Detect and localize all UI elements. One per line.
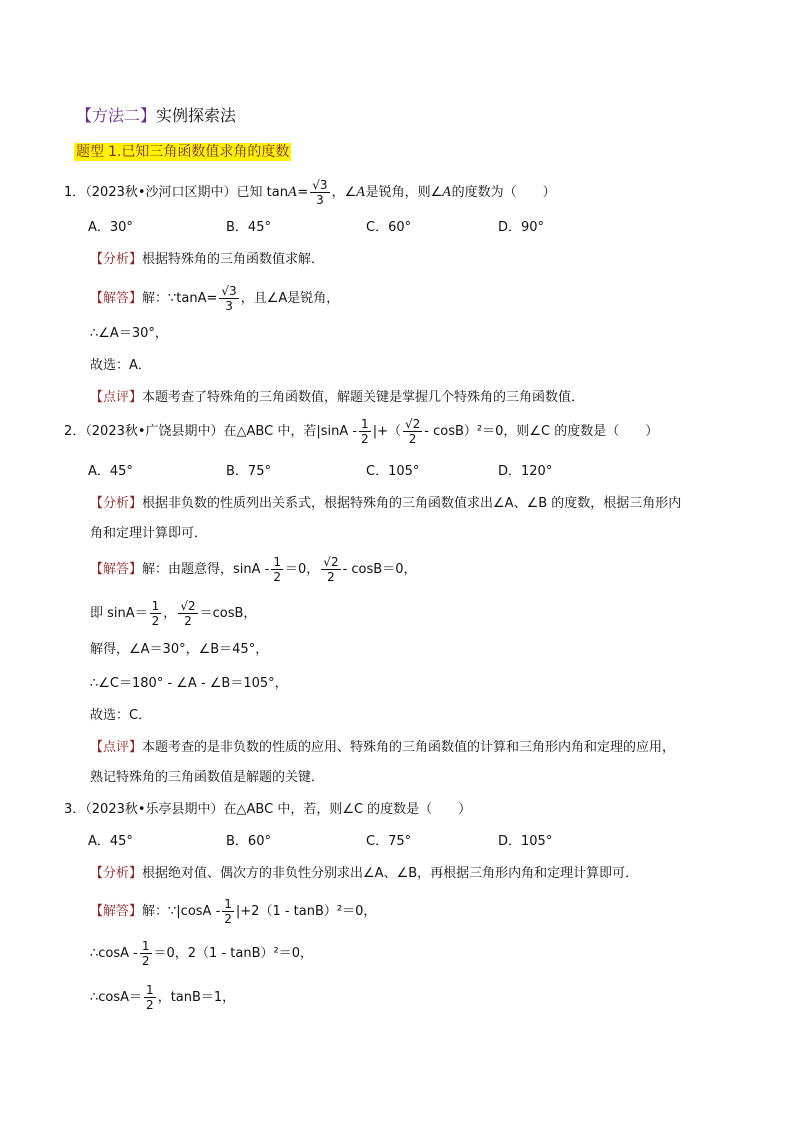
q2-sol-mid: ＝0， [285, 562, 320, 577]
q2-s1-den: 2 [273, 570, 281, 584]
q1-option-c: C．60° [366, 220, 412, 235]
q2-f2-num: 2 [412, 417, 421, 431]
q3-option-c: C．75° [366, 834, 412, 849]
q2-step1-frac2: $\frac{√2}{2}$ [180, 599, 196, 628]
q2-step1-frac1 [150, 599, 162, 628]
q2-option-a: A．45° [88, 464, 133, 479]
q3-sol-frac [222, 897, 234, 926]
q1-solution [90, 282, 339, 316]
q2-sol-prefix: 解：由题意得，sinA - [142, 562, 270, 577]
analysis-label: 【分析】 [90, 496, 143, 511]
q3-analysis-text: 根据绝对值、偶次方的非负性分别求出∠A、∠B，再根据三角形内角和定理计算即可． [142, 866, 639, 881]
q2-s2-num: 2 [330, 555, 339, 569]
q1-frac-den: 3 [316, 193, 324, 207]
q2-step1-tail: ＝cosB， [199, 606, 257, 621]
q3-option-a: A．45° [88, 834, 133, 849]
question-type-heading [74, 142, 291, 162]
q1-eq: = [297, 185, 309, 200]
q3-step2 [90, 980, 235, 1016]
method-title: 实例探索法 [156, 106, 237, 125]
q3-analysis [90, 864, 638, 884]
q1-prefix: 1．（2023秋•沙河口区期中）已知 tan [64, 185, 288, 200]
q3-step2-tail: ，tanB＝1， [157, 990, 236, 1005]
analysis-label: 【分析】 [90, 866, 143, 881]
q2-comment-line2: 熟记特殊角的三角函数值是解题的关键． [90, 770, 325, 785]
bracket-open: 【 [76, 106, 93, 125]
q3-st-den: 2 [141, 954, 150, 968]
q2-sol-frac1 [271, 555, 283, 584]
q2-analysis-line1 [90, 494, 681, 514]
q2-st-num: 1 [151, 599, 160, 613]
solution-label: 【解答】 [90, 562, 143, 577]
q2-option-c: C．105° [366, 464, 420, 479]
q3-option-d: D．105° [498, 834, 553, 849]
q2-comment-line1 [90, 738, 675, 758]
analysis-label: 【分析】 [90, 252, 143, 267]
q2-options [88, 462, 552, 482]
q2-mid: |+（ [372, 424, 401, 439]
q2-analysis-text1: 根据非负数的性质列出关系式，根据特殊角的三角函数值求出∠A、∠B 的度数，根据三角形内 [142, 496, 682, 511]
solution-label: 【解答】 [90, 904, 143, 919]
q2-sol-frac2: $\frac{√2}{2}$ [323, 555, 339, 584]
q1-option-b: B．45° [226, 220, 271, 235]
q2-frac1 [359, 417, 371, 446]
method-name: 方法二 [92, 106, 141, 125]
q2-option-b: B．75° [226, 464, 271, 479]
q1-sol-tail: ，且∠A是锐角， [240, 291, 340, 306]
q2-option-d: D．120° [498, 464, 553, 479]
q1-sol-den: 3 [225, 299, 233, 313]
q1-tail: 的度数为（ ） [451, 185, 556, 200]
q3-step1-frac [140, 939, 152, 968]
q2-f1-num: 1 [361, 417, 369, 431]
q2-comment-text1: 本题考查的是非负数的性质的应用、特殊角的三角函数值的计算和三角形内角和定理的应用， [142, 740, 676, 755]
q3-sol-prefix: 解：∵|cosA - [142, 904, 221, 919]
q2-step3: ∴∠C＝180° - ∠A - ∠B＝105°， [90, 676, 288, 691]
type-label: 题型 [76, 144, 104, 160]
q1-stem [64, 176, 556, 210]
q2-st2-num: 2 [187, 599, 196, 613]
q2-st2-den: 2 [184, 614, 192, 628]
type-title: 1.已知三角函数值求角的度数 [108, 144, 290, 160]
q3-s-den: 2 [224, 912, 232, 926]
q3-step2-frac [144, 983, 156, 1012]
q2-tail: - cosB）²＝0，则∠C 的度数是（ ） [424, 424, 659, 439]
q3-step1-tail: ＝0，2（1 - tanB）²＝0， [153, 946, 313, 961]
q2-s1-num: 1 [273, 555, 281, 569]
q3-step2-prefix: ∴cosA＝ [90, 990, 143, 1005]
q2-step2: 解得，∠A＝30°，∠B＝45°， [90, 642, 269, 657]
q3-s-num: 1 [224, 897, 232, 911]
q1-fraction: $\frac{√3}{3}$ [312, 178, 328, 207]
q2-sol-tail: - cosB＝0， [342, 562, 417, 577]
q1-analysis-text: 根据特殊角的三角函数值求解． [142, 252, 325, 267]
q1-option-a: A．30° [88, 220, 133, 235]
q2-stem [64, 414, 658, 450]
q3-st2-num: 1 [146, 983, 154, 997]
q1-mid: ，∠ [331, 185, 357, 200]
q1-options [88, 218, 544, 238]
q3-options [88, 832, 552, 852]
q1-sol-fraction: $\frac{√3}{3}$ [221, 284, 237, 313]
q2-analysis-line2: 角和定理计算即可． [90, 526, 208, 541]
q1-option-d: D．90° [498, 220, 545, 235]
q1-comment-text: 本题考查了特殊角的三角函数值，解题关键是掌握几个特殊角的三角函数值． [142, 390, 585, 405]
q3-stem: 3．（2023秋•乐亭县期中）在△ABC 中，若，则∠C 的度数是（ ） [64, 802, 472, 817]
q1-var-a: A [287, 185, 298, 200]
q2-frac2: $\frac{√2}{2}$ [404, 417, 421, 446]
q2-step1-prefix: 即 sinA＝ [90, 606, 148, 621]
q1-sol-num: 3 [229, 284, 237, 298]
q2-st-den: 2 [151, 614, 160, 628]
q3-st-num: 1 [141, 939, 150, 953]
q1-frac-num: 3 [319, 178, 328, 192]
q3-solution [90, 894, 376, 930]
q2-f2-den: 2 [408, 432, 417, 446]
q1-comment [90, 388, 584, 408]
q3-step1 [90, 936, 313, 972]
comment-label: 【点评】 [90, 740, 143, 755]
q2-choice: 故选：C． [90, 708, 152, 723]
q2-step1-mid: ， [163, 606, 177, 621]
q1-sol-prefix: 解：∵tanA= [142, 291, 218, 306]
method-heading [76, 106, 236, 126]
bracket-close: 】 [140, 106, 157, 125]
q3-st2-den: 2 [146, 998, 154, 1012]
q3-sol-tail: |+2（1 - tanB）²＝0， [235, 904, 377, 919]
q1-choice: 故选：A． [90, 358, 151, 373]
q2-solution [90, 552, 416, 588]
comment-label: 【点评】 [90, 390, 143, 405]
q2-f1-den: 2 [361, 432, 369, 446]
q1-var-a3: A [442, 185, 452, 200]
q3-option-b: B．60° [226, 834, 271, 849]
q1-analysis [90, 250, 324, 270]
q2-s2-den: 2 [327, 570, 335, 584]
q1-step1: ∴∠A＝30°， [90, 326, 168, 341]
q1-mid2: 是锐角，则∠ [365, 185, 443, 200]
solution-label: 【解答】 [90, 291, 143, 306]
q2-prefix: 2．（2023秋•广饶县期中）在△ABC 中，若|sinA - [64, 424, 358, 439]
q1-var-a2: A [356, 185, 366, 200]
q3-step1-prefix: ∴cosA - [90, 946, 138, 961]
q2-step1 [90, 596, 256, 632]
